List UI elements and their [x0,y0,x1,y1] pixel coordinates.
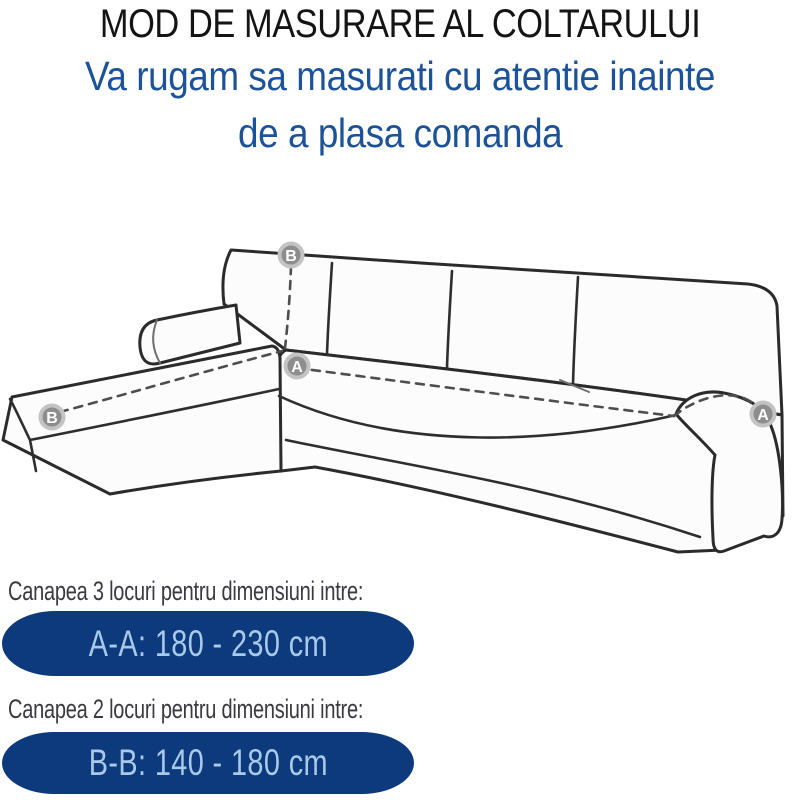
marker-b-chaise [41,406,64,429]
subtitle-line-2: de a plasa comanda [237,110,563,156]
range-badge-b-b [2,732,414,794]
marker-b-chaise-label: B [46,410,58,427]
marker-a-armrest [752,403,775,426]
marker-b-top-label: B [285,248,297,265]
page-title-text: MOD DE MASURARE AL COLTARULUI [99,2,701,46]
marker-a-armrest-label: A [757,407,769,424]
sofa-sketch [0,200,800,580]
sofa-measurement-diagram [0,200,800,580]
sofa-3-seats-label: Canapea 3 locuri pentru dimensiuni intre: [8,576,364,606]
marker-a-corner-label: A [291,359,303,376]
range-a-a-text: A-A: 180 - 230 cm [88,622,328,664]
page-subtitle [0,48,800,162]
page-title [0,0,800,48]
range-b-b-text: B-B: 140 - 180 cm [88,742,328,783]
marker-a-corner [286,355,309,378]
marker-b-top [280,244,303,267]
subtitle-line-1: Va rugam sa masurati cu atentie inainte [85,53,715,99]
range-badge-a-a [2,611,414,676]
sofa-2-seats-label: Canapea 2 locuri pentru dimensiuni intre: [8,694,364,724]
